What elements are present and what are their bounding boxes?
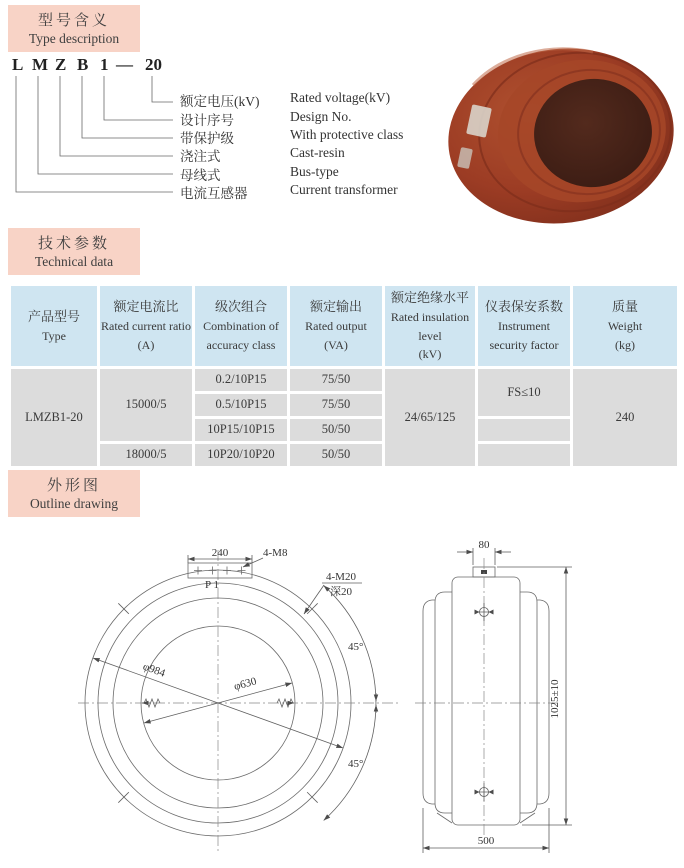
terminal-bolts: [194, 567, 246, 575]
col-header-insulation-level: 额定绝缘水平 Rated insulation level (kV): [385, 286, 475, 366]
holes-4-M20-label: 4-M20: [326, 571, 356, 583]
col-header-rated-current-ratio: 额定电流比 Rated current ratio (A): [100, 286, 192, 366]
type-code-letter-Z: Z: [55, 55, 67, 74]
col-header-type: 产品型号 Type: [11, 286, 97, 366]
section-title-en: Outline drawing: [29, 496, 119, 511]
cell-security-factor-empty: [478, 419, 570, 441]
product-photo: [443, 40, 683, 225]
front-view: [78, 547, 398, 853]
type-item-zh: 带保护级: [180, 131, 234, 146]
cell-output: 50/50: [290, 419, 382, 441]
cell-ratio-1: 15000/5: [100, 369, 192, 441]
section-header-technical-data: [8, 228, 140, 275]
type-code-letter-M: M: [32, 55, 49, 74]
type-item-en: With protective class: [290, 127, 404, 142]
cell-insulation: 24/65/125: [385, 369, 475, 466]
cell-combo: 0.2/10P15: [195, 369, 287, 391]
technical-data-table: [8, 283, 680, 469]
col-header-security-factor: 仪表保安系数 Instrument security factor: [478, 286, 570, 366]
cell-ratio-2: 18000/5: [100, 444, 192, 466]
type-item-en: Rated voltage(kV): [290, 90, 391, 105]
inner-diameter-label: φ630: [232, 675, 258, 693]
type-item-en: Bus-type: [290, 164, 339, 179]
col-header-weight: 质量 Weight (kg): [573, 286, 677, 366]
side-view: [415, 539, 572, 853]
cell-combo: 10P15/10P15: [195, 419, 287, 441]
type-code-dash: —: [116, 55, 133, 74]
type-item-en: Design No.: [290, 109, 352, 124]
dim-1025-label: 1025±10: [549, 679, 561, 719]
outline-drawing: [0, 520, 684, 868]
type-item-zh: 额定电压(kV): [180, 94, 260, 109]
type-code-letter-1: 1: [100, 55, 109, 74]
cell-combo: 10P20/10P20: [195, 444, 287, 466]
cell-output: 75/50: [290, 394, 382, 416]
cell-security-factor-empty: [478, 444, 570, 466]
dim-80-label: 80: [478, 539, 490, 551]
bolts-4-M8-label: 4-M8: [263, 547, 288, 559]
col-header-rated-output: 额定输出 Rated output (VA): [290, 286, 382, 366]
type-code-number-20: 20: [145, 55, 162, 74]
type-item-zh: 设计序号: [180, 113, 234, 128]
section-title-zh: 型号含义: [37, 13, 110, 29]
datum-target-upper: [475, 603, 494, 621]
angle-45-lower-label: 45°: [348, 758, 364, 770]
cell-type: LMZB1-20: [11, 369, 97, 466]
type-item-zh: 电流互感器: [180, 186, 248, 201]
table-row: [11, 369, 677, 391]
angle-45-upper-label: 45°: [348, 641, 364, 653]
section-title-zh: 外形图: [46, 478, 101, 494]
section-header-outline-drawing: [8, 470, 140, 517]
type-item-en: Current transformer: [290, 182, 398, 197]
section-title-zh: 技术参数: [37, 236, 110, 252]
holes-depth-label: 深20: [330, 586, 352, 598]
outer-diameter-label: φ984: [141, 660, 167, 680]
dim-240-label: 240: [211, 547, 229, 559]
col-header-accuracy-combination: 级次组合 Combination of accuracy class: [195, 286, 287, 366]
table-header-row: [11, 286, 677, 366]
type-code-letter-B: B: [77, 55, 89, 74]
section-title-en: Technical data: [34, 254, 114, 269]
dim-500-label: 500: [477, 835, 495, 847]
terminal-P1-label: P 1: [205, 579, 219, 591]
section-title-en: Type description: [28, 31, 120, 46]
cell-combo: 0.5/10P15: [195, 394, 287, 416]
section-header-type-description: [8, 5, 140, 52]
type-item-zh: 母线式: [180, 168, 221, 183]
datum-target-lower: [475, 783, 494, 801]
cell-weight: 240: [573, 369, 677, 466]
type-item-en: Cast-resin: [290, 145, 345, 160]
cell-security-factor: FS≤10: [478, 369, 570, 416]
type-code-letter-L: L: [12, 55, 24, 74]
cell-output: 50/50: [290, 444, 382, 466]
type-item-zh: 浇注式: [180, 149, 221, 164]
cell-output: 75/50: [290, 369, 382, 391]
